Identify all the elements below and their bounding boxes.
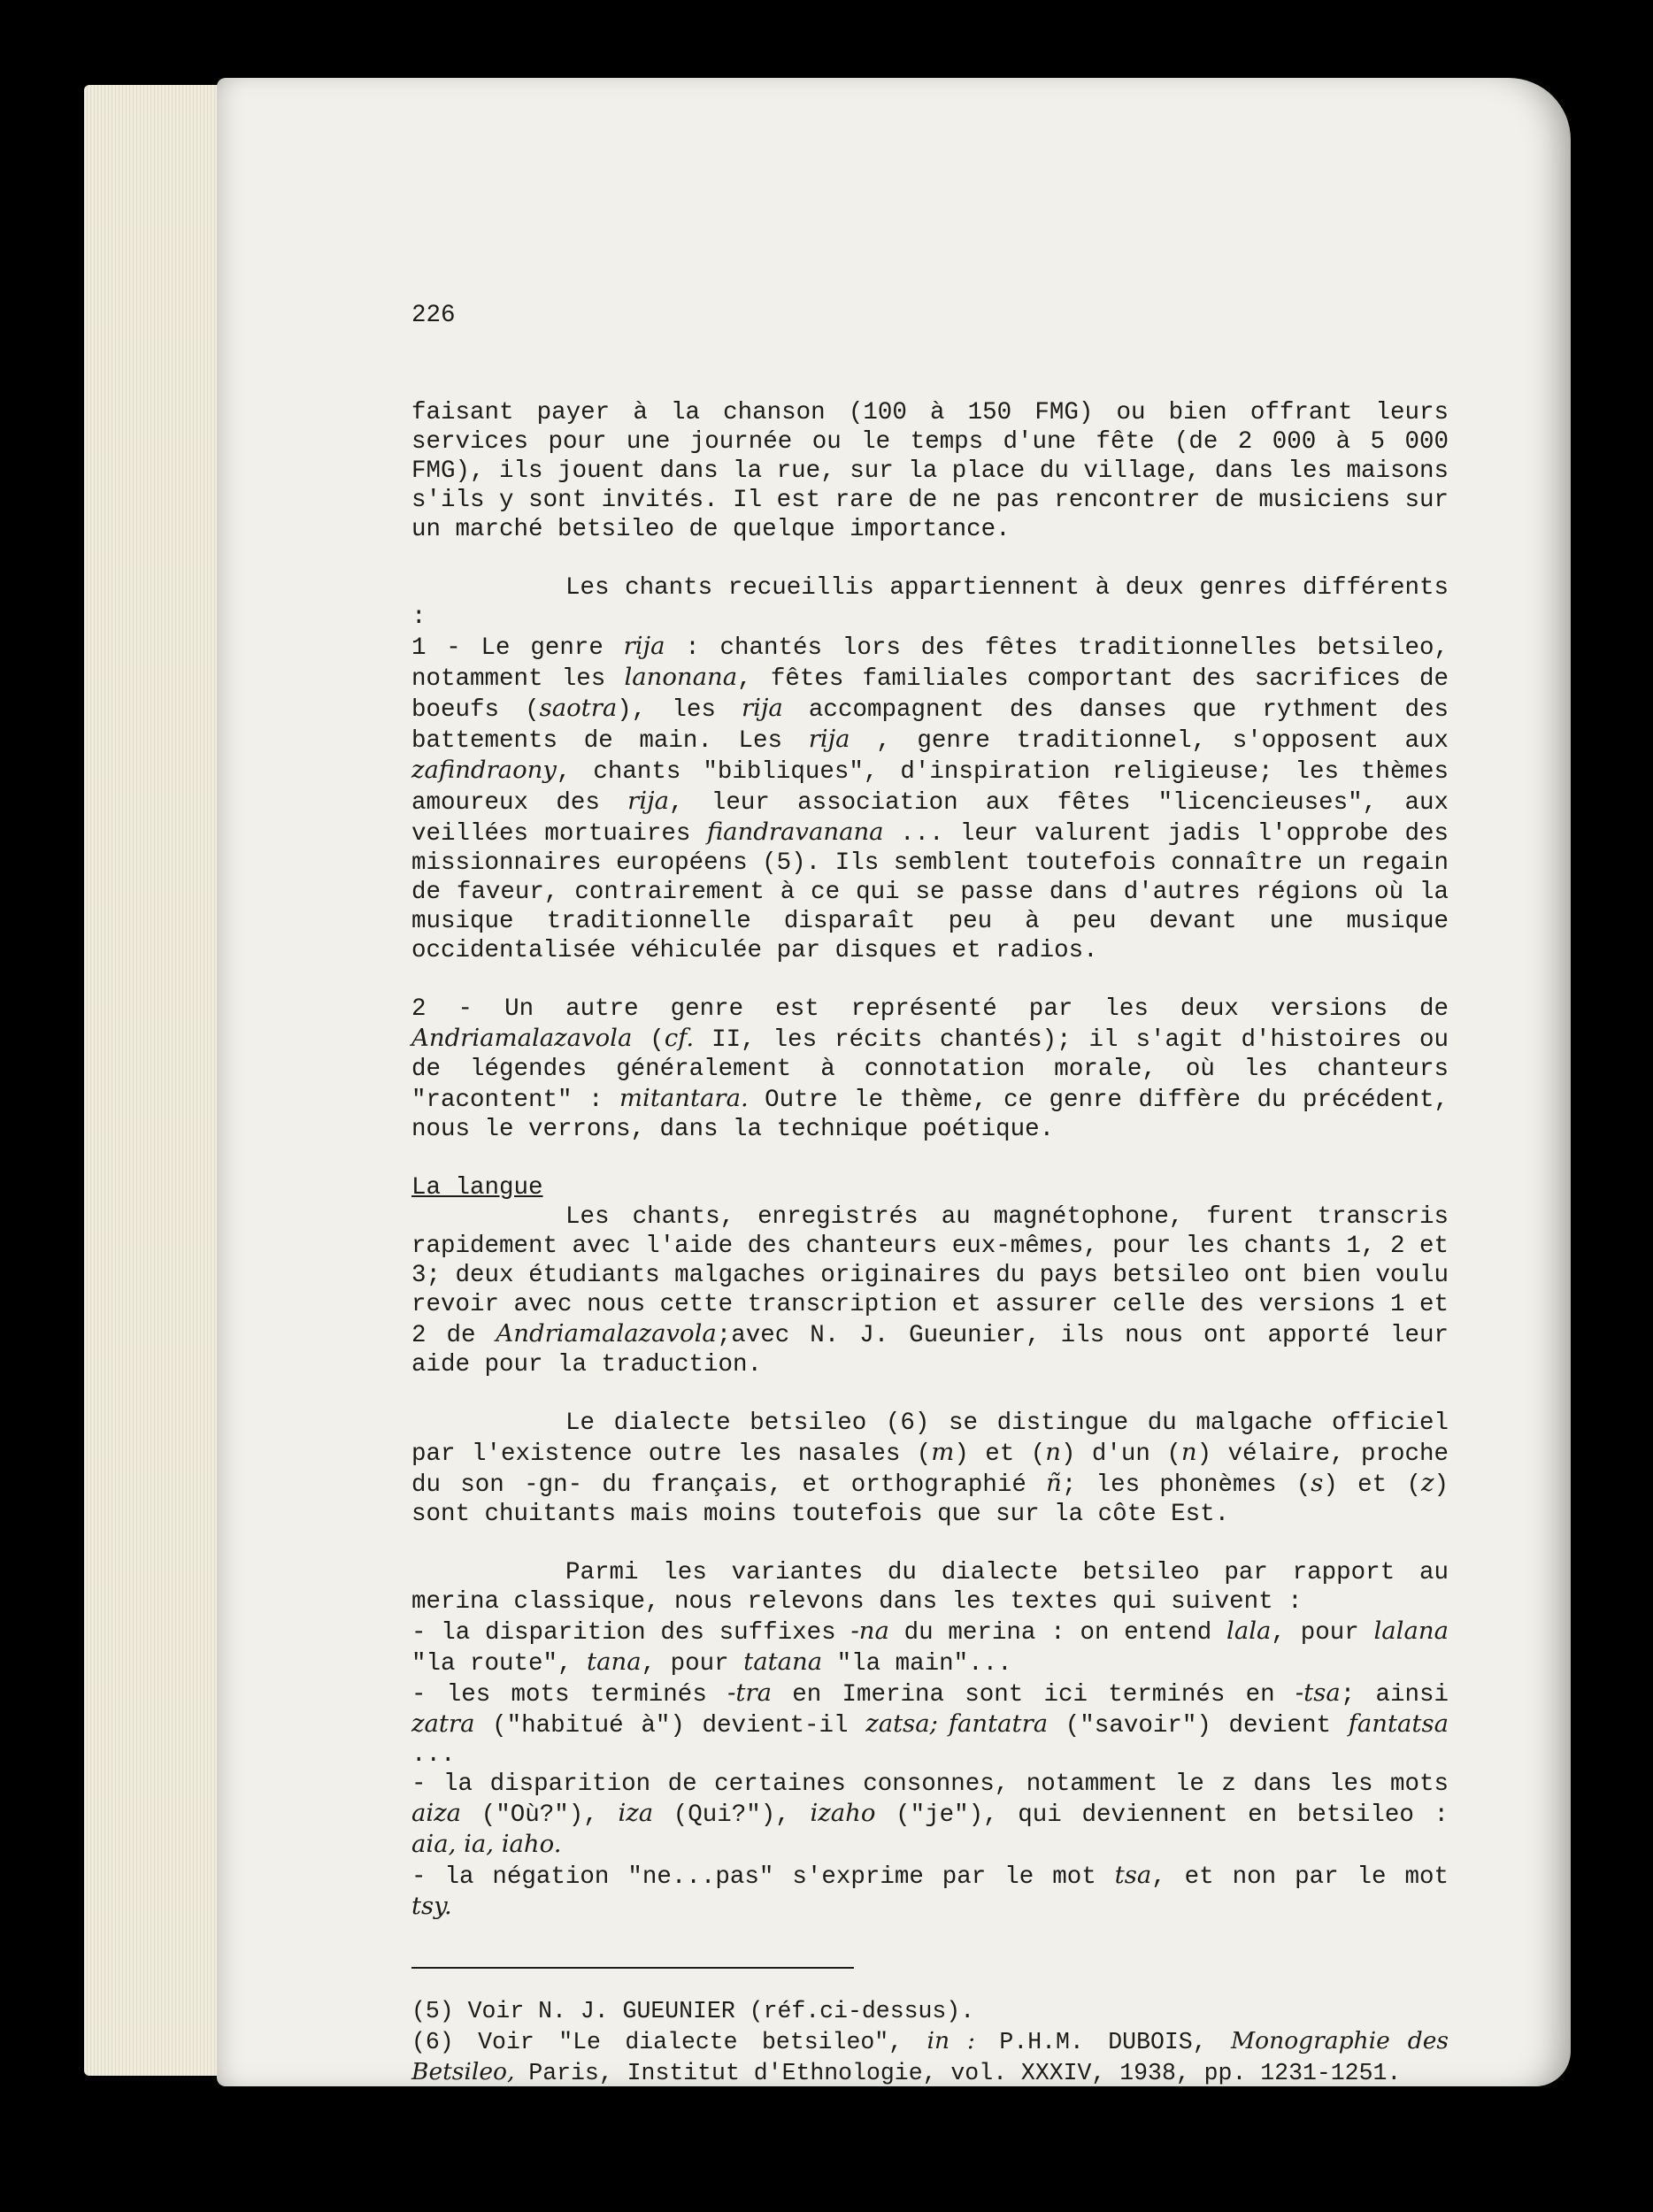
- paragraph-5: Le dialecte betsileo (6) se distingue du malgache officiel par l'existence outre les nasales (m) et (n) d'un (n) vélaire, proche du son -gn- du français, et orthographié ñ; les phonèmes (s) et (z) sont chuitants mais moins toutefois que sur la côte Est.: [411, 1409, 1449, 1528]
- paragraph-2-intro: Les chants recueillis appartiennent à deux genres différents :: [411, 574, 1449, 631]
- list-item-2: - les mots terminés -tra en Imerina sont ici terminés en -tsa; ainsi zatra ("habitué à") devient-il zatsa; fantatra ("savoir") devient fantatsa ...: [411, 1678, 1449, 1769]
- page-text: [411, 292, 1449, 2088]
- paragraph-1: faisant payer à la chanson (100 à 150 FMG) ou bien offrant leurs services pour une journée ou le temps d'une fête (de 2 000 à 5 000 FMG), ils jouent dans la rue, sur la place du village, dans les maisons s'ils y sont invités. Il est rare de ne pas rencontrer de musiciens sur un marché betsileo de quelque importance.: [411, 399, 1449, 543]
- footnote-6: (6) Voir "Le dialecte betsileo", in : P.H.M. DUBOIS, Monographie des Betsileo, Paris, Institut d'Ethnologie, vol. XXXIV, 1938, pp. 1231-1251.: [411, 2027, 1449, 2086]
- list-item-4: - la négation "ne...pas" s'exprime par le mot tsa, et non par le mot tsy.: [411, 1861, 1449, 1920]
- paragraph-2: 1 - Le genre rija : chantés lors des fêtes traditionnelles betsileo, notamment les lanonana, fêtes familiales comportant des sacrifices de boeufs (saotra), les rija accompagnent des danses que rythment des battements de main. Les rija , genre traditionnel, s'opposent aux zafindraony, chants "bibliques", d'inspiration religieuse; les thèmes amoureux des rija, leur association aux fêtes "licencieuses", aux veillées mortuaires fiandravanana ... leur valurent jadis l'opprobe des missionnaires européens (5). Ils semblent toutefois connaître un regain de faveur, contrairement à ce qui se passe dans d'autres régions où la musique traditionnelle disparaît peu à peu devant une musique occidentalisée véhiculée par disques et radios.: [411, 632, 1449, 964]
- paragraph-6-intro: Parmi les variantes du dialecte betsileo par rapport au merina classique, nous relevons dans les textes qui suivent :: [411, 1559, 1449, 1616]
- paragraph-3: 2 - Un autre genre est représenté par les deux versions de Andriamalazavola (cf. II, les récits chantés); il s'agit d'histoires ou de légendes généralement à connotation morale, où les chanteurs "racontent" : mitantara. Outre le thème, ce genre diffère du précédent, nous le verrons, dans la technique poétique.: [411, 995, 1449, 1143]
- page-number: 226: [411, 302, 456, 329]
- list-item-3: - la disparition de certaines consonnes, notamment le z dans les mots aiza ("Où?"), iza (Qui?"), izaho ("je"), qui deviennent en betsileo : aia, ia, iaho.: [411, 1770, 1449, 1858]
- paragraph-4: Les chants, enregistrés au magnétophone, furent transcris rapidement avec l'aide des chanteurs eux-mêmes, pour les chants 1, 2 et 3; deux étudiants malgaches originaires du pays betsileo ont bien voulu revoir avec nous cette transcription et assurer celle des versions 1 et 2 de Andriamalazavola;avec N. J. Gueunier, ils nous ont apporté leur aide pour la traduction.: [411, 1203, 1449, 1379]
- list-item-1: - la disparition des suffixes -na du merina : on entend lala, pour lalana "la route", tana, pour tatana "la main"...: [411, 1617, 1449, 1678]
- section-heading: La langue: [411, 1174, 543, 1202]
- footnote-5: (5) Voir N. J. GUEUNIER (réf.ci-dessus).: [411, 1998, 975, 2024]
- footnote-rule: [411, 1967, 854, 1969]
